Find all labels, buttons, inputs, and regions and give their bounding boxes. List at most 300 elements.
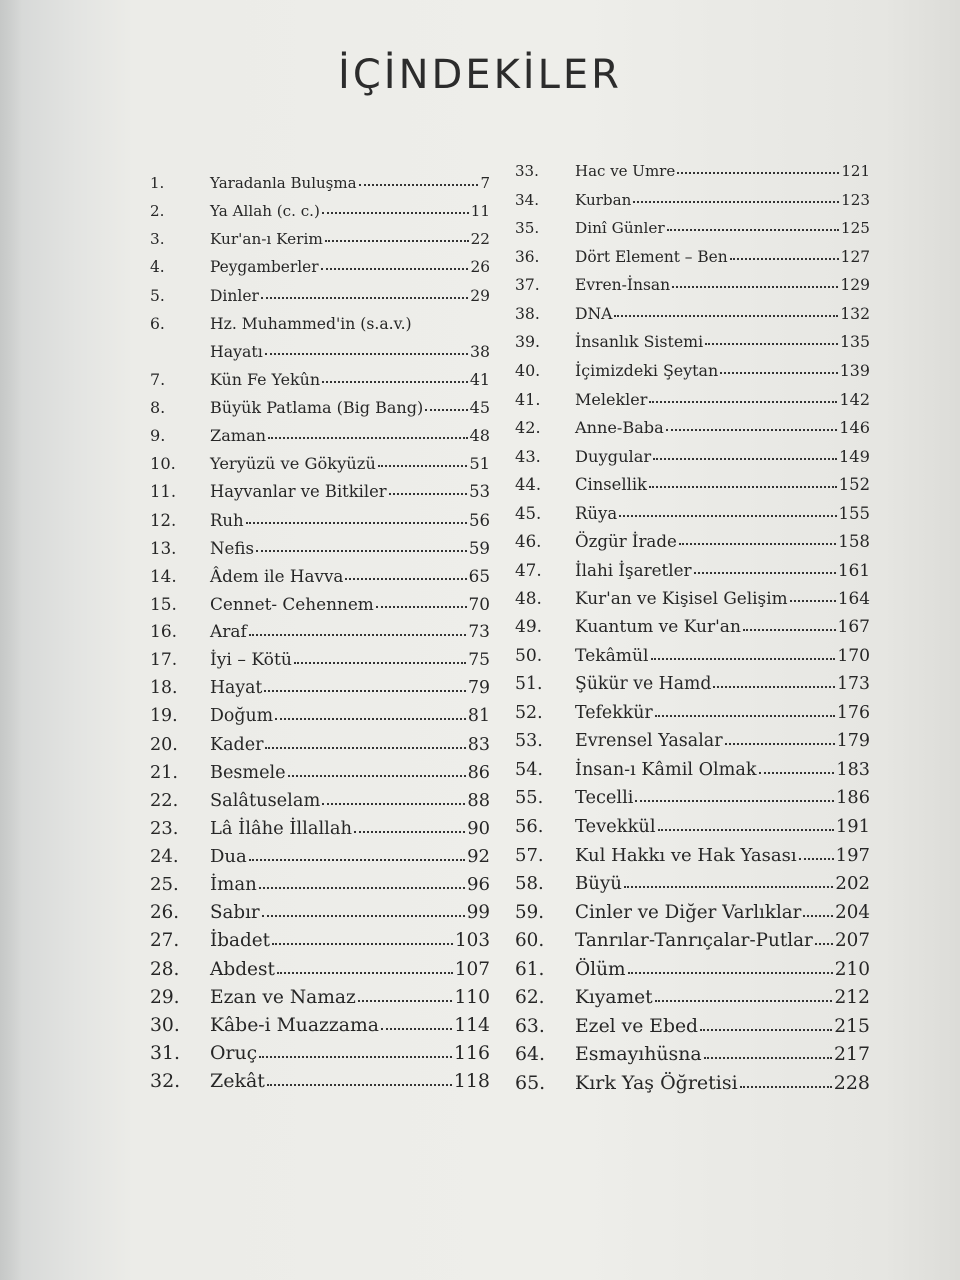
toc-dot-leader xyxy=(262,914,465,917)
toc-entry-page-number: 207 xyxy=(834,930,870,952)
toc-entry xyxy=(150,359,490,389)
toc-entry xyxy=(150,950,490,980)
toc-entry-title: Büyük Patlama (Big Bang) xyxy=(210,398,424,417)
toc-entry-page-number: 45 xyxy=(469,398,490,417)
toc-dot-leader xyxy=(653,457,837,460)
toc-entry-page-number: 212 xyxy=(834,987,870,1009)
toc-entry-number: 50. xyxy=(515,645,543,666)
toc-entry-number: 48. xyxy=(515,588,542,609)
toc-dot-leader xyxy=(277,971,453,974)
toc-entry xyxy=(515,778,870,808)
toc-entry xyxy=(515,807,870,837)
toc-entry-page-number: 65 xyxy=(468,565,490,586)
toc-entry-number: 38. xyxy=(515,304,540,323)
toc-entry xyxy=(150,893,490,923)
toc-entry-page-number: 99 xyxy=(466,902,490,924)
toc-entry-page-number: 86 xyxy=(467,762,490,783)
toc-dot-leader xyxy=(740,1085,832,1088)
toc-entry-title: İyi – Kötü xyxy=(210,650,292,671)
toc-dot-leader xyxy=(425,408,467,411)
toc-entry-page-number: 149 xyxy=(838,446,870,466)
toc-entry xyxy=(150,443,490,473)
toc-entry-number: 31. xyxy=(150,1041,180,1064)
toc-entry-number: 5. xyxy=(150,286,165,305)
toc-dot-leader xyxy=(345,577,466,580)
toc-entry-page-number: 114 xyxy=(454,1014,490,1036)
toc-entry xyxy=(515,693,870,723)
toc-entry-number: 65. xyxy=(515,1072,546,1094)
toc-entry-page-number: 26 xyxy=(470,258,490,277)
toc-entry-page-number: 83 xyxy=(467,734,490,755)
toc-entry-page-number: 11 xyxy=(470,202,490,221)
toc-entry-page-number: 217 xyxy=(834,1043,870,1066)
toc-dot-leader xyxy=(267,1083,452,1086)
toc-entry-number: 29. xyxy=(150,986,180,1008)
toc-dot-leader xyxy=(265,352,468,355)
toc-dot-leader xyxy=(261,296,468,299)
toc-entry xyxy=(515,207,870,237)
toc-entry-title: Kuantum ve Kur'an xyxy=(575,617,741,637)
toc-entry-title: İbadet xyxy=(210,930,270,952)
toc-dot-leader xyxy=(633,200,839,203)
toc-entry xyxy=(150,303,490,333)
toc-entry xyxy=(150,162,490,192)
toc-entry xyxy=(515,664,870,694)
toc-entry xyxy=(515,179,870,209)
toc-entry xyxy=(515,1007,870,1037)
toc-entry-page-number: 186 xyxy=(836,788,870,809)
toc-entry-title: Zaman xyxy=(210,426,267,446)
toc-entry-number: 39. xyxy=(515,332,541,352)
toc-entry-page-number: 103 xyxy=(454,930,490,952)
toc-entry-page-number: 215 xyxy=(834,1015,870,1037)
toc-entry xyxy=(150,471,490,501)
toc-entry-number: 18. xyxy=(150,678,178,699)
toc-entry-title: Ya Allah (c. c.) xyxy=(210,202,320,221)
toc-dot-leader xyxy=(294,661,466,664)
toc-dot-leader xyxy=(730,257,839,260)
toc-dot-leader xyxy=(666,428,838,431)
toc-dot-leader xyxy=(743,628,836,631)
toc-dot-leader xyxy=(619,514,836,517)
toc-entry xyxy=(515,721,870,751)
toc-entry xyxy=(515,578,870,608)
toc-entry xyxy=(515,236,870,266)
toc-dot-leader xyxy=(322,802,465,805)
toc-entry-title: Sabır xyxy=(210,902,260,924)
toc-entry-title: Abdest xyxy=(210,958,275,980)
toc-entry-title: İlahi İşaretler xyxy=(575,559,692,580)
toc-entry xyxy=(150,1006,490,1036)
toc-entry-title: İnsan-ı Kâmil Olmak xyxy=(575,759,757,780)
toc-entry xyxy=(515,521,870,551)
toc-entry xyxy=(150,978,490,1008)
toc-dot-leader xyxy=(651,657,836,660)
toc-entry-number: 13. xyxy=(150,538,177,558)
toc-entry-number: 1. xyxy=(150,174,165,192)
toc-entry xyxy=(150,725,490,755)
toc-entry-page-number: 75 xyxy=(468,650,490,671)
toc-entry-number: 21. xyxy=(150,762,179,783)
toc-entry-title: Besmele xyxy=(210,762,286,783)
toc-entry-title: Âdem ile Havva xyxy=(210,565,344,586)
toc-entry-page-number: 191 xyxy=(835,815,870,837)
toc-entry-page-number: 135 xyxy=(839,332,870,352)
toc-entry-page-number: 121 xyxy=(841,162,870,180)
page-title: İÇİNDEKİLER xyxy=(338,52,622,98)
toc-entry-title: Tekâmül xyxy=(575,645,649,666)
toc-entry xyxy=(515,150,870,180)
toc-entry xyxy=(515,636,870,666)
toc-entry xyxy=(150,275,490,305)
toc-entry-number: 32. xyxy=(150,1070,181,1092)
toc-entry-page-number: 48 xyxy=(469,426,490,446)
toc-dot-leader xyxy=(381,1027,452,1030)
toc-entry-number: 9. xyxy=(150,426,166,446)
toc-entry-title: Salâtuselam xyxy=(210,790,321,811)
toc-entry-number: 41. xyxy=(515,389,541,409)
toc-dot-leader xyxy=(759,771,835,774)
toc-dot-leader xyxy=(325,239,469,242)
toc-dot-leader xyxy=(354,830,465,833)
toc-dot-leader xyxy=(815,942,833,945)
toc-entry-page-number: 22 xyxy=(470,230,490,249)
toc-entry-title: Hayatı xyxy=(210,341,263,361)
toc-dot-leader xyxy=(635,799,834,802)
toc-entry-page-number: 173 xyxy=(837,674,870,695)
toc-dot-leader xyxy=(614,314,838,317)
toc-entry xyxy=(150,387,490,417)
toc-dot-leader xyxy=(272,942,453,945)
toc-dot-leader xyxy=(672,285,838,288)
toc-entry xyxy=(150,528,490,558)
toc-entry-number: 57. xyxy=(515,844,544,866)
toc-dot-leader xyxy=(803,914,833,917)
toc-entry xyxy=(150,556,490,586)
toc-entry xyxy=(150,865,490,895)
toc-entry-number: 53. xyxy=(515,731,543,752)
toc-entry xyxy=(515,350,870,380)
toc-entry-page-number: 96 xyxy=(466,874,490,896)
toc-entry-page-number: 167 xyxy=(837,617,870,637)
toc-entry-number: 37. xyxy=(515,276,540,295)
toc-entry-title: Anne-Baba xyxy=(575,418,664,438)
toc-entry-page-number: 210 xyxy=(834,958,870,980)
toc-dot-leader xyxy=(275,717,466,720)
toc-entry-number: 45. xyxy=(515,503,542,523)
toc-entry-title: Tecelli xyxy=(575,788,634,809)
toc-entry-number: 27. xyxy=(150,930,180,952)
toc-entry-page-number: 29 xyxy=(470,286,490,305)
toc-entry-number: 14. xyxy=(150,565,177,586)
toc-entry-title: Hayat xyxy=(210,678,263,699)
toc-entry xyxy=(515,293,870,323)
toc-entry-title: Yaradanla Buluşma xyxy=(210,174,357,192)
toc-entry-page-number: 127 xyxy=(840,247,870,266)
toc-entry xyxy=(150,668,490,698)
toc-entry-number: 49. xyxy=(515,617,543,637)
toc-entry xyxy=(150,415,490,445)
toc-entry xyxy=(515,750,870,780)
toc-entry-page-number: 161 xyxy=(838,559,870,580)
toc-entry xyxy=(515,1064,870,1094)
toc-entry-number: 34. xyxy=(515,190,540,209)
toc-entry-number: 60. xyxy=(515,930,545,952)
toc-entry-number: 30. xyxy=(150,1014,180,1036)
toc-entry xyxy=(515,893,870,923)
toc-entry-page-number: 132 xyxy=(840,304,870,323)
toc-entry-title: Cinler ve Diğer Varlıklar xyxy=(575,901,802,923)
toc-entry-number: 7. xyxy=(150,369,166,389)
toc-entry-page-number: 118 xyxy=(453,1070,490,1092)
toc-dot-leader xyxy=(259,1055,452,1058)
toc-dot-leader xyxy=(790,599,836,602)
toc-entry xyxy=(150,640,490,670)
toc-dot-leader xyxy=(288,774,466,777)
toc-entry-title: Cinsellik xyxy=(575,475,647,495)
toc-entry-title: Evrensel Yasalar xyxy=(575,731,723,752)
toc-entry-page-number: 158 xyxy=(838,532,870,552)
toc-entry-title: Kader xyxy=(210,734,264,755)
toc-entry xyxy=(515,321,870,351)
toc-dot-leader xyxy=(704,1056,832,1059)
toc-entry-title: Ölüm xyxy=(575,958,626,980)
toc-entry-title: Şükür ve Hamd xyxy=(575,674,712,695)
toc-dot-leader xyxy=(322,380,468,383)
toc-entry-title: Dört Element – Ben xyxy=(575,247,728,266)
toc-entry-page-number: 139 xyxy=(839,360,870,380)
toc-entry-title: Yeryüzü ve Gökyüzü xyxy=(210,454,376,474)
toc-entry xyxy=(150,246,490,276)
toc-entry-page-number: 202 xyxy=(835,873,870,895)
toc-entry-number: 42. xyxy=(515,418,541,438)
toc-dot-leader xyxy=(705,342,838,345)
toc-entry-title: Kün Fe Yekûn xyxy=(210,369,321,389)
toc-entry-title: Büyü xyxy=(575,873,622,895)
toc-entry xyxy=(515,464,870,494)
toc-dot-leader xyxy=(246,521,467,524)
toc-entry-title: Doğum xyxy=(210,706,274,727)
toc-entry-page-number: 146 xyxy=(839,418,870,438)
toc-entry-title: Tefekkür xyxy=(575,702,653,723)
toc-entry-title: Rüya xyxy=(575,503,618,523)
toc-entry-title: Melekler xyxy=(575,389,648,409)
toc-entry-number: 46. xyxy=(515,532,542,552)
toc-entry-page-number: 110 xyxy=(454,986,490,1008)
toc-entry-title: Dinler xyxy=(210,286,259,305)
toc-entry xyxy=(150,1034,490,1064)
toc-entry-page-number: 228 xyxy=(833,1072,870,1094)
toc-entry-number: 35. xyxy=(515,219,540,238)
toc-entry-number: 36. xyxy=(515,247,540,266)
toc-entry-title: Dinî Günler xyxy=(575,219,665,238)
toc-entry-title: Ruh xyxy=(210,510,244,530)
toc-entry-number: 22. xyxy=(150,790,179,811)
toc-entry-title: Ezel ve Ebed xyxy=(575,1015,699,1037)
toc-entry-number: 40. xyxy=(515,360,541,380)
toc-entry-page-number: 41 xyxy=(469,369,490,389)
toc-entry-title: Kırk Yaş Öğretisi xyxy=(575,1072,738,1094)
toc-entry-number: 44. xyxy=(515,475,542,495)
toc-entry-title: Kıyamet xyxy=(575,987,653,1009)
toc-entry xyxy=(150,696,490,726)
toc-entry xyxy=(150,612,490,642)
toc-entry-page-number: 92 xyxy=(467,846,490,867)
toc-entry-title: Tanrılar-Tanrıçalar-Putlar xyxy=(575,930,813,952)
toc-dot-leader xyxy=(679,542,837,545)
toc-entry-title: Duygular xyxy=(575,446,652,466)
toc-entry-page-number: 90 xyxy=(467,817,490,839)
toc-entry-title: Oruç xyxy=(210,1041,258,1064)
toc-entry-number: 4. xyxy=(150,258,165,277)
toc-entry xyxy=(515,407,870,437)
toc-dot-leader xyxy=(649,485,837,488)
toc-dot-leader xyxy=(249,858,465,861)
toc-entry xyxy=(515,978,870,1008)
toc-entry-title: Araf xyxy=(210,622,247,642)
toc-entry-number: 26. xyxy=(150,902,180,924)
toc-entry-number: 28. xyxy=(150,958,180,980)
toc-entry xyxy=(150,584,490,614)
toc-dot-leader xyxy=(658,828,834,831)
toc-entry-number: 62. xyxy=(515,987,545,1009)
toc-entry xyxy=(515,550,870,580)
toc-dot-leader xyxy=(649,400,837,403)
toc-entry xyxy=(515,436,870,466)
toc-entry xyxy=(515,1035,870,1065)
toc-entry-number: 6. xyxy=(150,314,165,333)
toc-entry-title: Evren-İnsan xyxy=(575,276,671,295)
toc-entry-page-number: 129 xyxy=(840,276,870,295)
toc-entry-number: 59. xyxy=(515,901,545,923)
toc-entry-number: 61. xyxy=(515,958,545,980)
toc-entry-page-number: 116 xyxy=(454,1041,490,1064)
toc-entry-title: Kul Hakkı ve Hak Yasası xyxy=(575,844,797,866)
toc-entry-page-number: 107 xyxy=(454,958,490,980)
toc-entry-number: 58. xyxy=(515,873,544,895)
toc-dot-leader xyxy=(624,885,834,888)
toc-entry xyxy=(515,264,870,294)
toc-entry-page-number: 197 xyxy=(835,844,870,866)
toc-dot-leader xyxy=(264,689,466,692)
toc-entry-page-number: 51 xyxy=(469,454,490,474)
toc-entry xyxy=(150,190,490,220)
toc-entry xyxy=(150,500,490,530)
toc-entry xyxy=(515,493,870,523)
toc-entry-page-number: 164 xyxy=(837,588,870,609)
toc-entry-title: Kur'an ve Kişisel Gelişim xyxy=(575,588,788,609)
toc-entry-number: 16. xyxy=(150,622,178,642)
toc-entry-title: Dua xyxy=(210,846,247,867)
toc-entry-page-number: 88 xyxy=(467,790,490,811)
toc-entry-number: 12. xyxy=(150,510,177,530)
toc-entry-title: Hayvanlar ve Bitkiler xyxy=(210,482,387,502)
toc-dot-leader xyxy=(378,464,468,467)
toc-entry-title: Hz. Muhammed'in (s.a.v.) xyxy=(210,314,412,333)
toc-entry-title: İnsanlık Sistemi xyxy=(575,332,704,352)
toc-entry-page-number: 204 xyxy=(835,901,870,923)
toc-entry-page-number: 7 xyxy=(480,174,490,192)
toc-entry-page-number: 59 xyxy=(468,538,490,558)
toc-entry-page-number: 56 xyxy=(469,510,490,530)
toc-entry-title: İman xyxy=(210,874,257,896)
toc-entry-number: 33. xyxy=(515,162,539,180)
toc-dot-leader xyxy=(628,971,833,974)
toc-entry xyxy=(150,837,490,867)
toc-entry-page-number: 170 xyxy=(837,645,870,666)
toc-entry-page-number: 155 xyxy=(838,503,870,523)
toc-entry-number: 20. xyxy=(150,734,178,755)
toc-entry-title: Özgür İrade xyxy=(575,532,677,552)
toc-entry-number: 63. xyxy=(515,1015,545,1037)
toc-dot-leader xyxy=(799,857,834,860)
toc-dot-leader xyxy=(358,999,453,1002)
toc-dot-leader xyxy=(720,371,838,374)
toc-entry xyxy=(150,1062,490,1092)
toc-entry-number: 43. xyxy=(515,446,541,466)
toc-dot-leader xyxy=(259,886,465,889)
page-gutter-shadow xyxy=(0,0,22,1280)
toc-entry-number: 51. xyxy=(515,674,543,695)
toc-dot-leader xyxy=(677,171,839,174)
toc-entry-title: Esmayıhüsna xyxy=(575,1043,702,1066)
toc-entry-title: Ezan ve Namaz xyxy=(210,986,356,1008)
toc-entry-page-number: 38 xyxy=(469,341,490,361)
toc-entry xyxy=(150,921,490,951)
toc-entry xyxy=(515,950,870,980)
toc-entry-number: 24. xyxy=(150,846,179,867)
toc-entry-number: 10. xyxy=(150,454,176,474)
toc-dot-leader xyxy=(713,685,835,688)
toc-entry-page-number: 53 xyxy=(469,482,490,502)
toc-dot-leader xyxy=(389,492,468,495)
toc-entry-number: 47. xyxy=(515,559,542,580)
toc-entry-number: 64. xyxy=(515,1043,545,1066)
toc-entry-title: Lâ İlâhe İllallah xyxy=(210,817,353,839)
toc-entry xyxy=(515,607,870,637)
toc-entry-number: 54. xyxy=(515,759,544,780)
toc-entry-title: Kur'an-ı Kerim xyxy=(210,230,323,249)
toc-entry xyxy=(150,753,490,783)
toc-entry-page-number: 179 xyxy=(836,731,870,752)
toc-dot-leader xyxy=(249,633,467,636)
toc-entry-page-number: 70 xyxy=(468,593,490,614)
toc-entry xyxy=(150,331,490,361)
toc-entry-title: Kurban xyxy=(575,190,632,209)
toc-entry-number: 25. xyxy=(150,874,179,896)
toc-entry-number: 11. xyxy=(150,482,177,502)
toc-entry-page-number: 152 xyxy=(838,475,870,495)
toc-dot-leader xyxy=(256,549,467,552)
toc-entry-title: Cennet- Cehennem xyxy=(210,593,374,614)
toc-entry-title: Peygamberler xyxy=(210,258,319,277)
toc-entry-page-number: 123 xyxy=(841,190,870,209)
toc-entry-number: 8. xyxy=(150,398,166,417)
toc-entry-page-number: 81 xyxy=(467,706,490,727)
toc-entry-title: Tevekkül xyxy=(575,815,656,837)
toc-entry xyxy=(515,379,870,409)
toc-dot-leader xyxy=(268,436,467,439)
toc-entry xyxy=(150,218,490,248)
toc-entry xyxy=(515,836,870,866)
toc-entry-number: 3. xyxy=(150,230,165,249)
toc-entry-page-number: 142 xyxy=(839,389,870,409)
toc-entry xyxy=(515,864,870,894)
toc-entry-page-number: 125 xyxy=(840,219,870,238)
toc-entry-page-number: 183 xyxy=(836,759,870,780)
toc-entry-number: 15. xyxy=(150,593,177,614)
toc-entry-title: Zekât xyxy=(210,1070,265,1092)
